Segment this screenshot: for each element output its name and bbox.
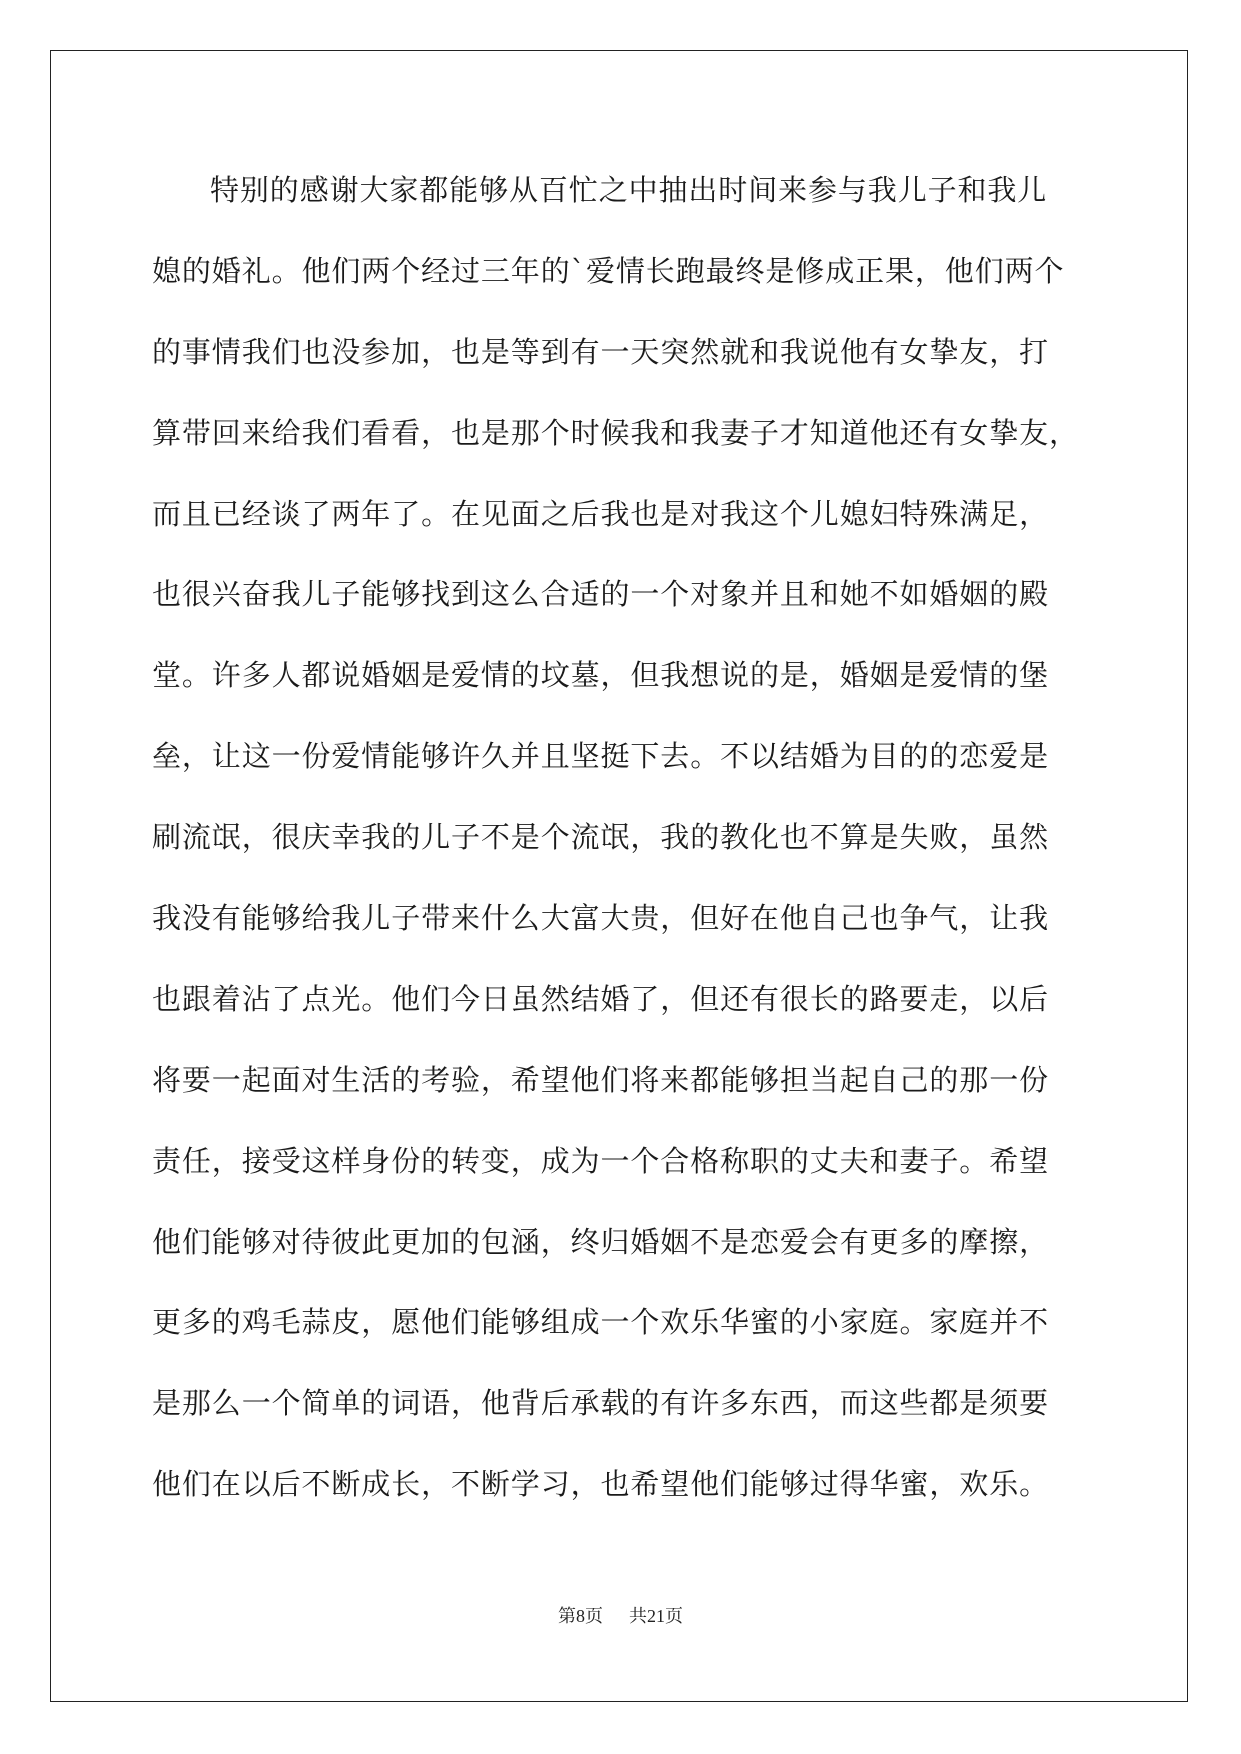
paragraph-line: 将要一起面对生活的考验，希望他们将来都能够担当起自己的那一份 bbox=[152, 1062, 1050, 1097]
paragraph-line: 特别的感谢大家都能够从百忙之中抽出时间来参与我儿子和我儿 bbox=[210, 173, 1048, 207]
paragraph-line: 垒，让这一份爱情能够许久并且坚挺下去。不以结婚为目的的恋爱是 bbox=[152, 739, 1050, 774]
paragraph-line: 而且已经谈了两年了。在见面之后我也是对我这个儿媳妇特殊满足， bbox=[152, 496, 1050, 531]
paragraph-line: 他们能够对待彼此更加的包涵，终归婚姻不是恋爱会有更多的摩擦， bbox=[152, 1224, 1050, 1259]
paragraph-line: 的事情我们也没参加，也是等到有一天突然就和我说他有女挚友，打 bbox=[152, 334, 1050, 369]
page-footer bbox=[0, 1602, 1241, 1628]
paragraph-line: 刷流氓，很庆幸我的儿子不是个流氓，我的教化也不算是失败，虽然 bbox=[152, 820, 1050, 855]
paragraph-line: 也跟着沾了点光。他们今日虽然结婚了，但还有很长的路要走，以后 bbox=[152, 981, 1050, 1016]
paragraph-line: 算带回来给我们看看，也是那个时候我和我妻子才知道他还有女挚友， bbox=[152, 415, 1079, 450]
paragraph-line: 媳的婚礼。他们两个经过三年的`爱情长跑最终是修成正果，他们两个 bbox=[152, 253, 1065, 288]
body-paragraph bbox=[152, 165, 1102, 1540]
paragraph-line: 他们在以后不断成长，不断学习，也希望他们能够过得华蜜，欢乐。 bbox=[152, 1467, 1050, 1502]
total-page-count: 共21页 bbox=[629, 1606, 683, 1626]
paragraph-line: 我没有能够给我儿子带来什么大富大贵，但好在他自己也争气，让我 bbox=[152, 901, 1050, 936]
current-page-number: 第8页 bbox=[558, 1606, 603, 1626]
paragraph-line: 堂。许多人都说婚姻是爱情的坟墓，但我想说的是，婚姻是爱情的堡 bbox=[152, 658, 1050, 693]
paragraph-line: 更多的鸡毛蒜皮，愿他们能够组成一个欢乐华蜜的小家庭。家庭并不 bbox=[152, 1305, 1050, 1340]
paragraph-line: 也很兴奋我儿子能够找到这么合适的一个对象并且和她不如婚姻的殿 bbox=[152, 577, 1050, 612]
paragraph-line: 责任，接受这样身份的转变，成为一个合格称职的丈夫和妻子。希望 bbox=[152, 1143, 1050, 1178]
paragraph-line: 是那么一个简单的词语，他背后承载的有许多东西，而这些都是须要 bbox=[152, 1386, 1050, 1421]
